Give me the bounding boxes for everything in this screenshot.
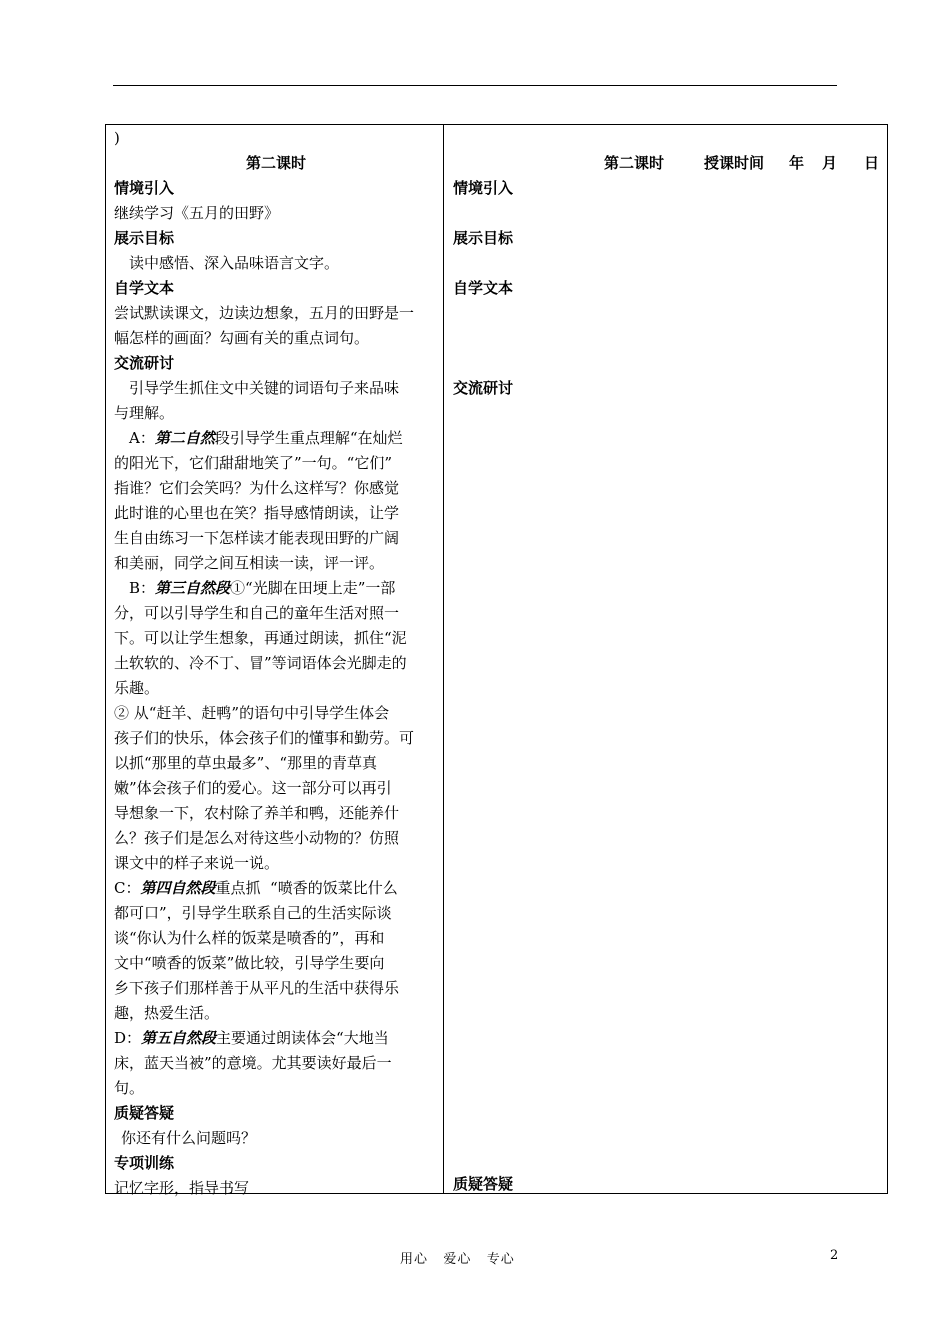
- column-divider: [443, 124, 444, 1194]
- paragraph-c-line: 都可口”，引导学生联系自己的生活实际谈: [114, 904, 392, 922]
- right-heading-qa: 质疑答疑: [453, 1175, 514, 1193]
- right-heading-discussion: 交流研讨: [453, 379, 514, 397]
- paragraph-d-line: [114, 1027, 438, 1049]
- left-heading-intro: 情境引入: [114, 179, 175, 197]
- left-selfstudy-line: 幅怎样的画面？勾画有关的重点词句。: [114, 329, 370, 347]
- left-discussion-line: 引导学生抓住文中关键的词语句子来品味: [129, 379, 400, 397]
- paragraph-a-line: [114, 427, 453, 449]
- right-year: 年: [789, 154, 805, 172]
- paragraph-b-rest: ①“光脚在田埂上走”一部: [230, 579, 396, 597]
- header-rule: [113, 85, 837, 86]
- paragraph-d-prefix: D：: [114, 1029, 142, 1047]
- paragraph-d-line: 句。: [114, 1079, 145, 1097]
- paragraph-b2-line: 以抓“那里的草虫最多”、“那里的青草真: [114, 754, 378, 772]
- left-paren: ): [114, 129, 120, 147]
- left-selfstudy-line: 尝试默读课文，边读边想象，五月的田野是一: [114, 304, 415, 322]
- paragraph-c-line: 文中“喷香的饭菜”做比较，引导学生要向: [114, 954, 385, 972]
- paragraph-b2-line: 嫩”体会孩子们的爱心。这一部分可以再引: [114, 779, 392, 797]
- paragraph-c-prefix: C：: [114, 879, 141, 897]
- paragraph-c-line: 乡下孩子们那样善于从平凡的生活中获得乐: [114, 979, 400, 997]
- paragraph-b-emphasis: 第三自然段: [155, 579, 231, 597]
- left-heading-goals: 展示目标: [114, 229, 175, 247]
- left-qa-text: 你还有什么问题吗？: [121, 1129, 257, 1147]
- paragraph-b-line: 分，可以引导学生和自己的童年生活对照一: [114, 604, 400, 622]
- right-heading-goals: 展示目标: [453, 229, 514, 247]
- paragraph-c-line: 谈“你认为什么样的饭菜是喷香的”，再和: [114, 929, 385, 947]
- left-heading-qa: 质疑答疑: [114, 1104, 175, 1122]
- right-day: 日: [864, 154, 880, 172]
- left-heading-discussion: 交流研讨: [114, 354, 175, 372]
- paragraph-a-line: 和美丽，同学之间互相读一读，评一评。: [114, 554, 385, 572]
- paragraph-b-line: 土软软的、冷不丁、冒”等词语体会光脚走的: [114, 654, 407, 672]
- right-month: 月: [822, 154, 838, 172]
- left-heading-selfstudy: 自学文本: [114, 279, 175, 297]
- left-goals-text: 读中感悟、深入品味语言文字。: [129, 254, 340, 272]
- paragraph-d-line: 床，蓝天当被”的意境。尤其要读好最后一: [114, 1054, 392, 1072]
- paragraph-a-emphasis: 第二自然: [154, 429, 215, 447]
- right-lesson-title: 第二课时: [604, 154, 665, 172]
- paragraph-b2-line: 课文中的样子来说一说。: [114, 854, 280, 872]
- left-training-text: 记忆字形，指导书写: [114, 1179, 250, 1197]
- paragraph-b-line: [114, 577, 453, 599]
- right-heading-selfstudy: 自学文本: [453, 279, 514, 297]
- left-heading-training: 专项训练: [114, 1154, 175, 1172]
- page-number: 2: [830, 1248, 839, 1263]
- paragraph-c-rest: 重点抓 “喷香的饭菜比什么: [215, 879, 398, 897]
- paragraph-b-prefix: B：: [129, 579, 156, 597]
- paragraph-c-line: 趣，热爱生活。: [114, 1004, 220, 1022]
- paragraph-a-rest: 段引导学生重点理解“在灿烂: [214, 429, 403, 447]
- left-discussion-line: 与理解。: [114, 404, 175, 422]
- left-lesson-title: 第二课时: [245, 154, 306, 172]
- paragraph-d-rest: 主要通过朗读体会“大地当: [216, 1029, 389, 1047]
- paragraph-b2-line: 孩子们的快乐，体会孩子们的懂事和勤劳。可: [114, 729, 415, 747]
- paragraph-b-line: 乐趣。: [114, 679, 160, 697]
- footer-motto: 用心 爱心 专心: [400, 1252, 515, 1267]
- paragraph-b-line: 下。可以让学生想象，再通过朗读，抓住“泥: [114, 629, 407, 647]
- paragraph-b2-line: ② 从“赶羊、赶鸭”的语句中引导学生体会: [114, 704, 390, 722]
- paragraph-a-line: 此时谁的心里也在笑？指导感情朗读，让学: [114, 504, 400, 522]
- paragraph-a-line: 生自由练习一下怎样读才能表现田野的广阔: [114, 529, 400, 547]
- paragraph-c-emphasis: 第四自然段: [140, 879, 216, 897]
- left-intro-text: 继续学习《五月的田野》: [114, 204, 280, 222]
- paragraph-c-line: [114, 877, 438, 899]
- paragraph-b2-line: 导想象一下，农村除了养羊和鸭，还能养什: [114, 804, 400, 822]
- paragraph-a-line: 指谁？它们会笑吗？为什么这样写？你感觉: [114, 479, 400, 497]
- paragraph-a-line: 的阳光下，它们甜甜地笑了”一句。“它们”: [114, 454, 393, 472]
- paragraph-a-prefix: A：: [129, 429, 155, 447]
- paragraph-d-emphasis: 第五自然段: [141, 1029, 217, 1047]
- right-heading-intro: 情境引入: [453, 179, 514, 197]
- paragraph-b2-line: 么？孩子们是怎么对待这些小动物的？仿照: [114, 829, 400, 847]
- right-time-label: 授课时间: [704, 154, 765, 172]
